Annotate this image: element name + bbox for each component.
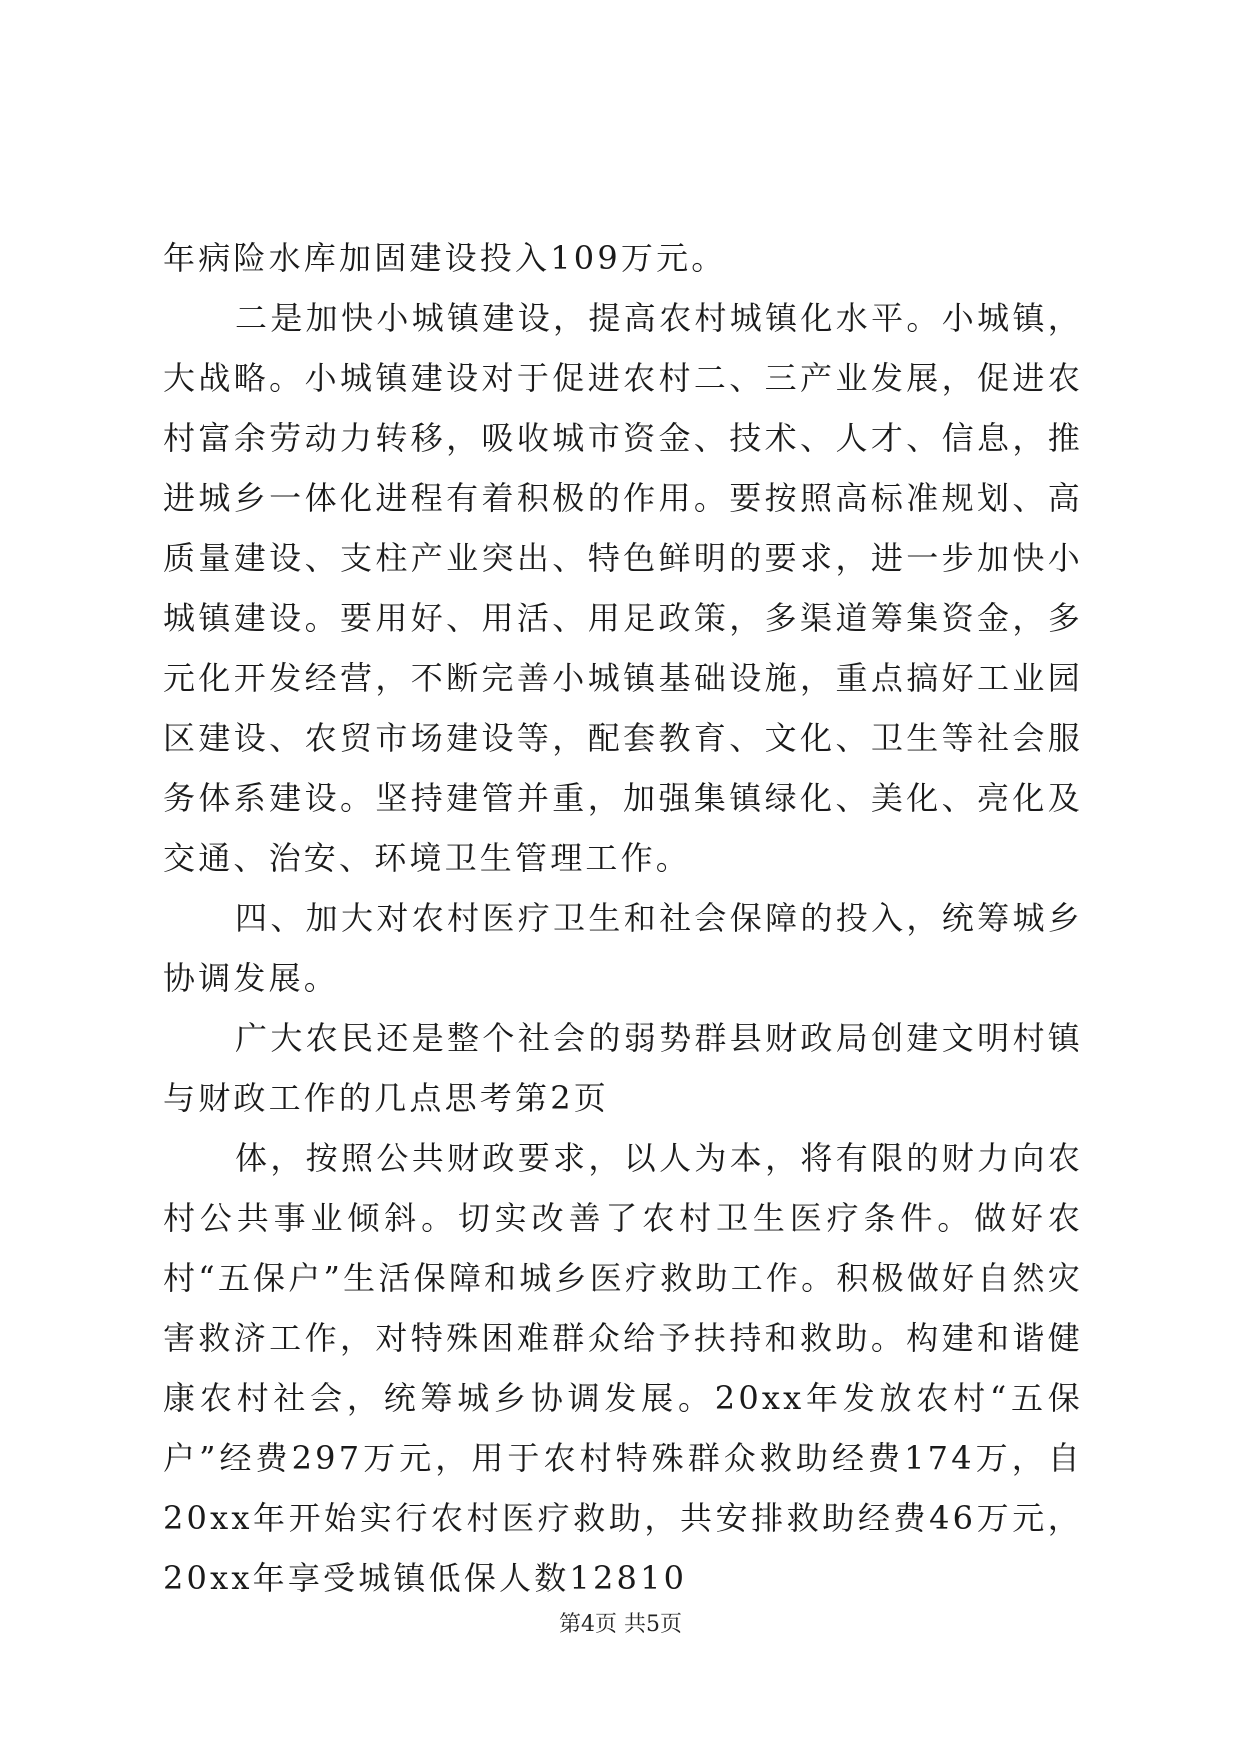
document-body [163,228,1083,1608]
paragraph-public-finance: 体，按照公共财政要求，以人为本，将有限的财力向农村公共事业倾斜。切实改善了农村卫生医疗条件。做好农村“五保户”生活保障和城乡医疗救助工作。积极做好自然灾害救济工作，对特殊困难群众给予扶持和救助。构建和谐健康农村社会，统筹城乡协调发展。20xx年发放农村“五保户”经费297万元，用于农村特殊群众救助经费174万，自20xx年开始实行农村医疗救助，共安排救助经费46万元，20xx年享受城镇低保人数12810 [163,1139,1083,1597]
paragraph-vulnerable-groups: 广大农民还是整个社会的弱势群县财政局创建文明村镇与财政工作的几点思考第2页 [163,1019,1083,1117]
paragraph-reservoir-investment: 年病险水库加固建设投入109万元。 [163,239,727,277]
paragraph-small-town-construction: 二是加快小城镇建设，提高农村城镇化水平。小城镇，大战略。小城镇建设对于促进农村二、三产业发展，促进农村富余劳动力转移，吸收城市资金、技术、人才、信息，推进城乡一体化进程有着积极的作用。要按照高标准规划、高质量建设、支柱产业突出、特色鲜明的要求，进一步加快小城镇建设。要用好、用活、用足政策，多渠道筹集资金，多元化开发经营，不断完善小城镇基础设施，重点搞好工业园区建设、农贸市场建设等，配套教育、文化、卫生等社会服务体系建设。坚持建管并重，加强集镇绿化、美化、亮化及交通、治安、环境卫生管理工作。 [163,299,1083,877]
paragraph-section-four-heading: 四、加大对农村医疗卫生和社会保障的投入，统筹城乡协调发展。 [163,899,1083,997]
page-number-footer: 第4页 共5页 [559,1612,682,1637]
